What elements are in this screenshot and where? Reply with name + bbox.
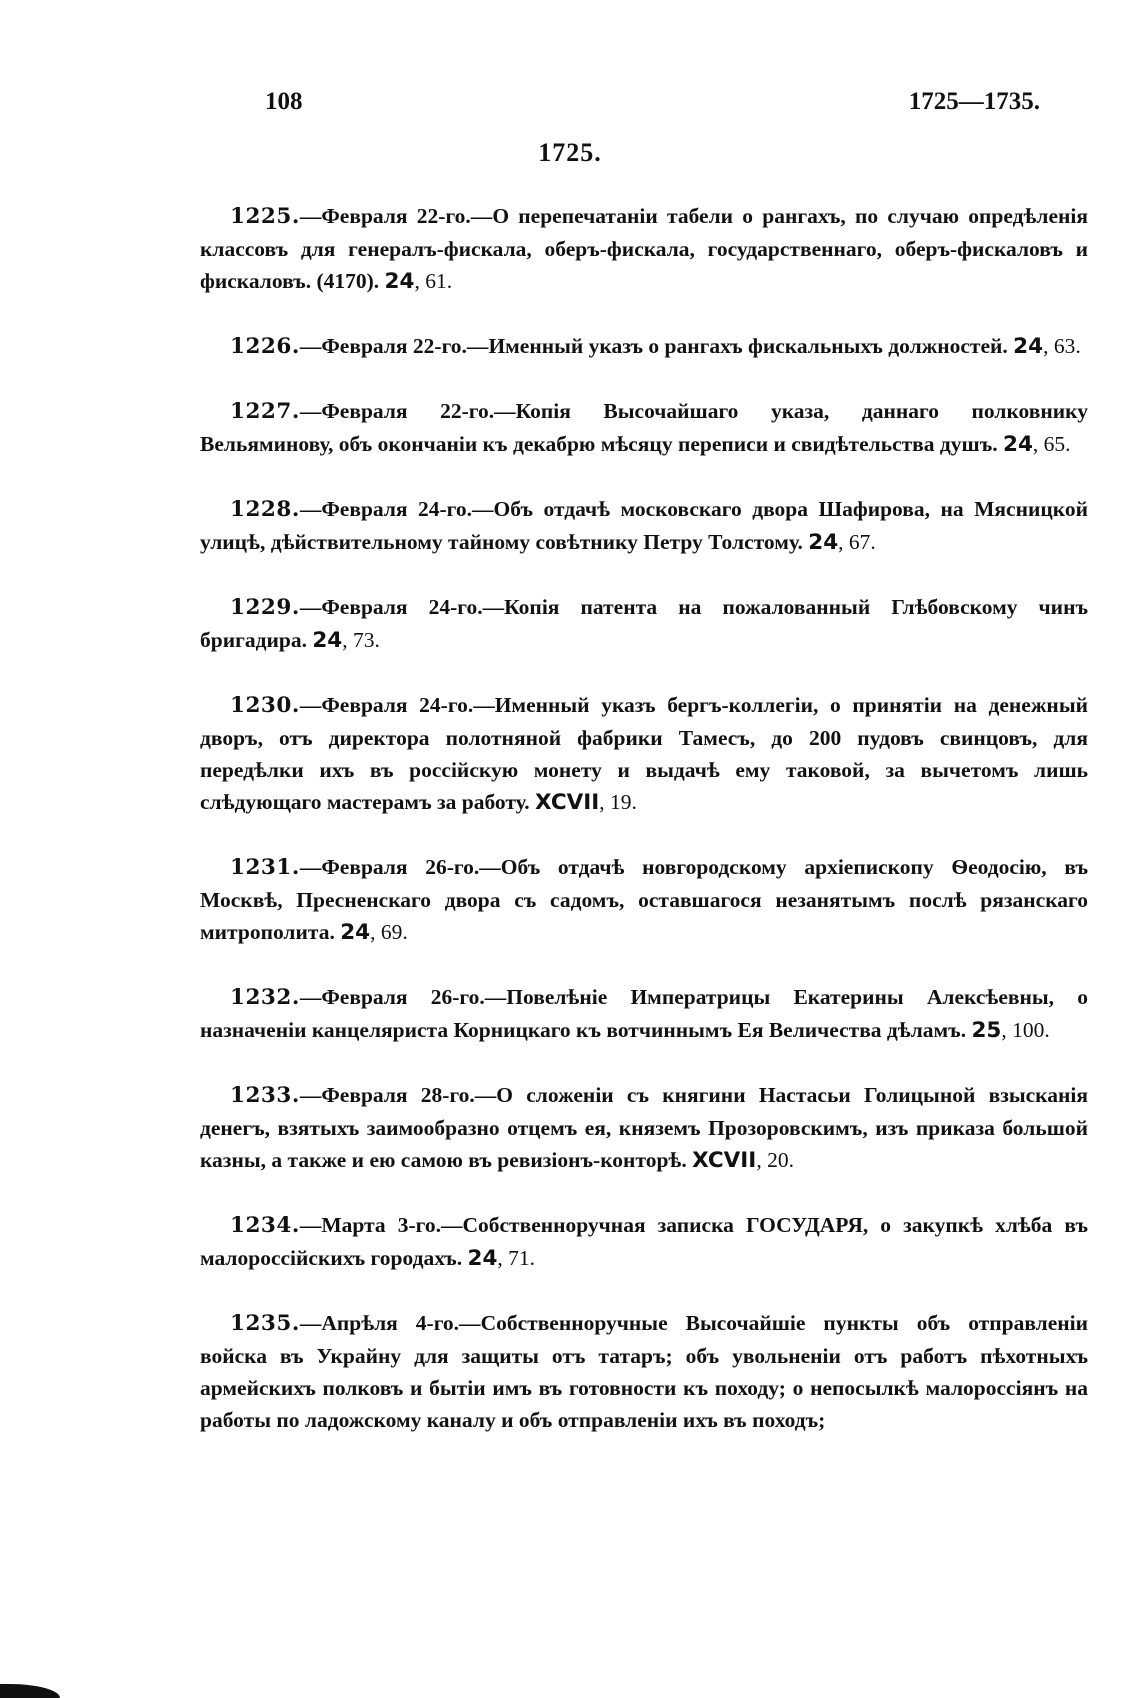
entry [200, 200, 1088, 298]
entry-number: 1231. [230, 855, 300, 880]
entry [200, 395, 1088, 461]
year-range: 1725—1735. [908, 88, 1040, 115]
entry [200, 1079, 1088, 1177]
entry-text: Объ отдачѣ новгородскому архіепископу Ѳеодосію, въ Москвѣ, Пресненскаго двора съ садомъ, оставшагося незанятымъ послѣ рязанскаго митрополита. [200, 855, 1088, 944]
entry-number: 1229. [230, 595, 300, 620]
page-number: 108 [265, 88, 303, 115]
entry-date: —Февраля 28-го.— [299, 1083, 497, 1107]
entry [200, 981, 1088, 1047]
entry [200, 1209, 1088, 1275]
entry-number: 1228. [230, 497, 300, 522]
entry [200, 851, 1088, 949]
entry [200, 591, 1088, 657]
entry-volume: 25 [971, 1018, 1002, 1043]
entry-text: Копія Высочайшаго указа, даннаго полковнику Вельяминову, объ окончаніи къ декабрю мѣсяцу переписи и свидѣтельства душъ. [200, 399, 1088, 456]
entry [200, 493, 1088, 559]
entry-page-ref: , 73. [342, 628, 380, 652]
entry-volume: 24 [1002, 432, 1033, 457]
entry-page-ref: , 61. [414, 269, 453, 293]
entry-page-ref: , 19. [599, 790, 637, 814]
entry-text: О перепечатаніи табели о рангахъ, по случаю опредѣленія классовъ для генералъ-фискала, оберъ-фискала, государственнаго, оберъ-фискаловъ и фискаловъ. (4170). [200, 204, 1088, 293]
entry-volume: 24 [808, 530, 839, 555]
entry-date: —Апрѣля 4-го.— [299, 1311, 481, 1335]
entry-page-ref: , 63. [1043, 334, 1081, 358]
entry-date: —Февраля 24-го.— [299, 693, 495, 717]
entry-volume: 24 [312, 628, 343, 653]
entry-number: 1225. [230, 204, 300, 229]
entry [200, 330, 1088, 363]
entry-date: —Февраля 24-го.— [299, 497, 494, 521]
entry-volume: 24 [340, 920, 371, 945]
entry-date: —Февраля 22-го.— [299, 204, 493, 228]
entry-text: Собственноручная записка ГОСУДАРЯ, о закупкѣ хлѣба въ малороссійскихъ городахъ. [200, 1213, 1088, 1270]
entry-number: 1230. [230, 693, 300, 718]
entry-date: —Февраля 26-го.— [299, 985, 507, 1009]
entry-volume: XCVII [692, 1148, 757, 1173]
entry-volume: 24 [1013, 334, 1044, 359]
entry-number: 1227. [230, 399, 300, 424]
entry-text: Копія патента на пожалованный Глѣбовскому чинъ бригадира. [200, 595, 1088, 652]
entry-page-ref: , 67. [838, 530, 876, 554]
year-heading: 1725. [538, 138, 602, 167]
entry-date: —Февраля 24-го.— [299, 595, 505, 619]
entry-text: Повелѣніе Императрицы Екатерины Алексѣевны, о назначеніи канцеляриста Корницкаго къ вотчиннымъ Ея Величества дѣламъ. [200, 985, 1088, 1042]
scan-corner-mark [0, 1684, 60, 1698]
entry-date: —Февраля 26-го.— [299, 855, 501, 879]
entries-list [200, 200, 1088, 1468]
entry-number: 1232. [230, 985, 300, 1010]
entry-date: —Марта 3-го.— [299, 1213, 463, 1237]
entry-number: 1226. [230, 334, 300, 359]
entry [200, 1307, 1088, 1436]
entry-date: —Февраля 22-го.— [299, 399, 516, 423]
entry-volume: XCVII [535, 790, 600, 815]
entry [200, 689, 1088, 819]
entry-page-ref: , 20. [756, 1148, 794, 1172]
entry-number: 1234. [230, 1213, 300, 1238]
entry-number: 1235. [230, 1311, 300, 1336]
entry-text: Именный указъ о рангахъ фискальныхъ должностей. [488, 334, 1008, 358]
entry-number: 1233. [230, 1083, 300, 1108]
entry-text: Именный указъ бергъ-коллегіи, о принятіи на денежный дворъ, отъ директора полотняной фабрики Тамесъ, до 200 пудовъ свинцовъ, для передѣлки ихъ въ россійскую монету и выдачѣ ему таковой, за вычетомъ лишь слѣдующаго мастерамъ за работу. [200, 693, 1088, 814]
entry-page-ref: , 65. [1032, 432, 1071, 456]
entry-page-ref: , 71. [497, 1246, 536, 1270]
entry-page-ref: , 69. [370, 920, 408, 944]
entry-text: Собственноручные Высочайшіе пункты объ отправленіи войска въ Украйну для защиты отъ татаръ; объ увольненіи отъ работъ пѣхотныхъ армейскихъ полковъ и бытіи имъ въ готовности къ походу; о непосылкѣ малороссіянъ на работы по ладожскому каналу и объ отправленіи ихъ въ походъ; [200, 1311, 1088, 1432]
entry-volume: 24 [384, 269, 415, 294]
entry-page-ref: , 100. [1001, 1018, 1050, 1042]
entry-volume: 24 [467, 1246, 498, 1271]
entry-text: О сложеніи съ княгини Настасьи Голицыной взысканія денегъ, взятыхъ заимообразно отцемъ ея, княземъ Прозоровскимъ, изъ приказа большой казны, а также и ею самою въ ревизіонъ-конторѣ. [200, 1083, 1088, 1172]
entry-text: Объ отдачѣ московскаго двора Шафирова, на Мясницкой улицѣ, дѣйствительному тайному совѣтнику Петру Толстому. [200, 497, 1088, 554]
running-head [265, 88, 1040, 128]
entry-date: —Февраля 22-го.— [299, 334, 489, 358]
